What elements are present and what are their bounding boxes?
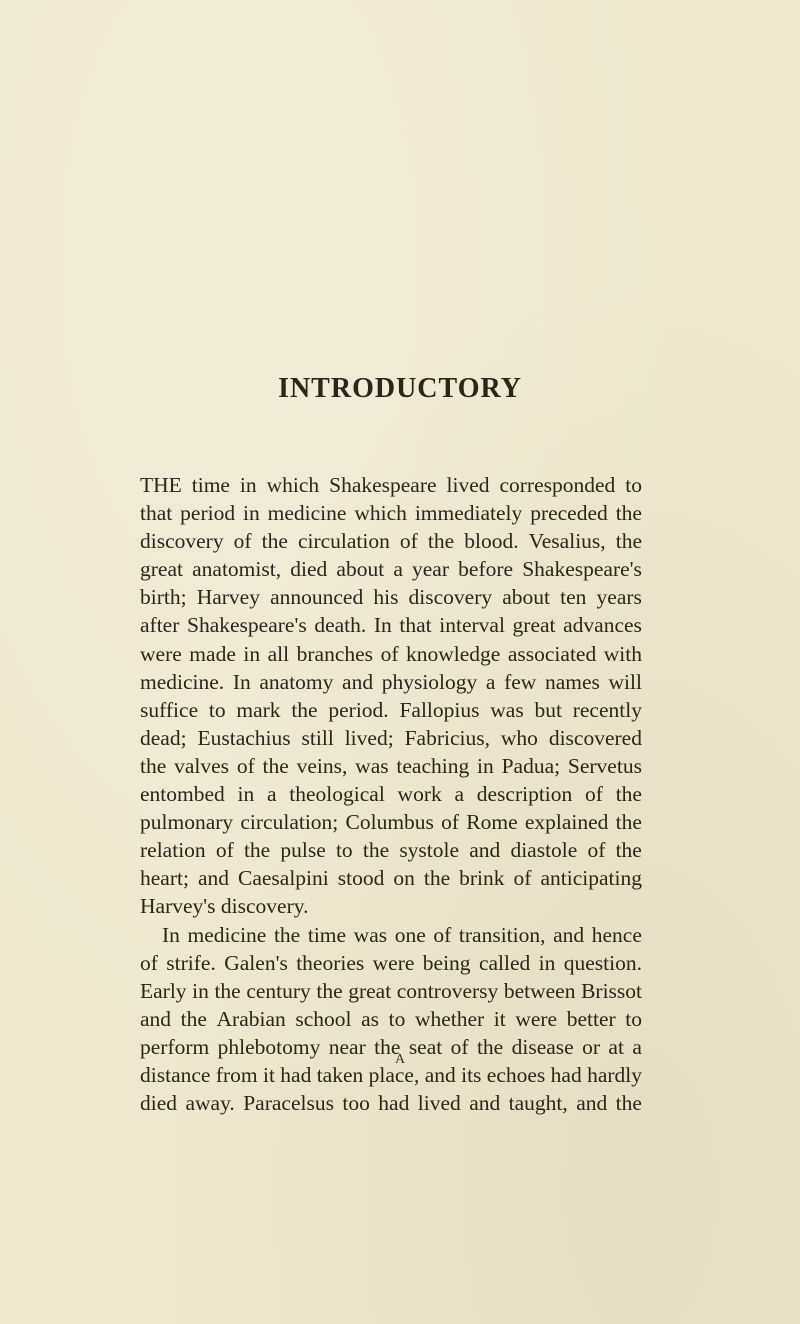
word: great xyxy=(512,613,556,638)
word: it xyxy=(493,1006,506,1031)
word: to xyxy=(388,1006,406,1031)
text-line xyxy=(140,949,642,977)
word: ten xyxy=(560,585,587,610)
word: died xyxy=(140,1091,178,1116)
word: had xyxy=(378,1091,410,1116)
word: taken xyxy=(316,1062,364,1087)
word: after xyxy=(140,613,180,638)
word: question. xyxy=(563,950,642,975)
word: the xyxy=(476,1034,504,1059)
word: Brissot xyxy=(581,978,642,1003)
word: Servetus xyxy=(567,753,642,778)
word: preceded xyxy=(530,501,608,526)
word: entombed xyxy=(140,782,225,807)
word: lived xyxy=(417,1091,461,1116)
word: and xyxy=(424,1062,456,1087)
text-line xyxy=(140,1005,642,1033)
word: pulse xyxy=(280,838,326,863)
word: pulmonary xyxy=(140,810,234,835)
word: medicine. xyxy=(140,669,225,694)
text-line xyxy=(140,1089,642,1117)
word: anatomist, xyxy=(192,557,282,582)
word: interval xyxy=(439,613,505,638)
word: and xyxy=(140,1006,172,1031)
word: to xyxy=(335,838,353,863)
word: veins, xyxy=(296,753,348,778)
text-line xyxy=(140,724,642,752)
word: disease xyxy=(511,1034,574,1059)
chapter-heading: INTRODUCTORY xyxy=(278,373,522,404)
word: valves xyxy=(174,753,230,778)
word: associated xyxy=(507,641,597,666)
word: In xyxy=(162,922,180,947)
word: names xyxy=(544,669,600,694)
word: dead; xyxy=(140,725,187,750)
word: but xyxy=(534,697,562,722)
word: few xyxy=(504,669,537,694)
word: to xyxy=(625,473,642,497)
word: time xyxy=(191,473,230,497)
word: in xyxy=(243,501,260,526)
word: of xyxy=(399,529,418,554)
word: birth; xyxy=(140,585,187,610)
body-text xyxy=(140,471,642,1117)
word: of xyxy=(450,1034,469,1059)
word: discovery xyxy=(140,529,224,554)
word: his xyxy=(373,585,399,610)
word: Paracelsus xyxy=(243,1091,334,1116)
word: in xyxy=(239,473,257,497)
word: announced xyxy=(270,585,364,610)
word: controversy xyxy=(396,978,499,1003)
word: were xyxy=(515,1006,558,1031)
word: called xyxy=(478,950,531,975)
word: and xyxy=(469,1091,501,1116)
word: of xyxy=(433,922,452,947)
word: one xyxy=(394,922,426,947)
word: before xyxy=(458,557,514,582)
word: between xyxy=(503,978,576,1003)
word: and xyxy=(576,1091,608,1116)
word: branches xyxy=(296,641,374,666)
word: medicine xyxy=(187,922,267,947)
word: died xyxy=(290,557,328,582)
word: place, xyxy=(368,1062,420,1087)
word: mark xyxy=(236,697,281,722)
word: in xyxy=(237,782,255,807)
word: century xyxy=(246,978,311,1003)
word: theological xyxy=(289,782,385,807)
word: corresponded xyxy=(499,473,616,497)
word: of xyxy=(380,641,399,666)
word: relation xyxy=(140,838,206,863)
word: strife. xyxy=(166,950,216,975)
word: and xyxy=(342,669,374,694)
word: anticipating xyxy=(540,866,642,891)
word: of xyxy=(236,753,255,778)
word: Harvey's discovery. xyxy=(140,894,309,919)
text-line xyxy=(140,527,642,555)
word: the xyxy=(273,922,301,947)
word: who xyxy=(500,725,538,750)
text-line xyxy=(140,780,642,808)
word: diastole xyxy=(510,838,578,863)
word: year xyxy=(412,557,450,582)
text-line xyxy=(140,921,642,949)
word: Columbus xyxy=(345,810,434,835)
word: being xyxy=(422,950,471,975)
word: blood. xyxy=(464,529,519,554)
text-line xyxy=(140,471,642,499)
word: better xyxy=(566,1006,616,1031)
word: Harvey xyxy=(196,585,260,610)
word: was xyxy=(353,922,388,947)
word: of xyxy=(587,838,606,863)
word: whether xyxy=(414,1006,485,1031)
word: the xyxy=(615,782,642,807)
word: made xyxy=(189,641,236,666)
word: was xyxy=(355,753,389,778)
word: of xyxy=(215,838,234,863)
word: brink xyxy=(459,866,505,891)
word: were xyxy=(140,641,182,666)
word: was xyxy=(490,697,524,722)
word: the xyxy=(615,501,642,526)
word: immediately xyxy=(414,501,523,526)
word: a xyxy=(632,1034,642,1059)
word: Fabricius, xyxy=(404,725,490,750)
text-line xyxy=(140,836,642,864)
word: of xyxy=(513,866,532,891)
word: In xyxy=(373,613,392,638)
word: a xyxy=(485,669,496,694)
word: and xyxy=(469,838,501,863)
word: the xyxy=(262,753,289,778)
text-line xyxy=(140,668,642,696)
word: the xyxy=(362,838,390,863)
word: lived; xyxy=(344,725,394,750)
word: of xyxy=(441,810,460,835)
word: about xyxy=(502,585,551,610)
text-line xyxy=(140,864,642,892)
word: hence xyxy=(591,922,642,947)
word: its xyxy=(461,1062,482,1087)
word: a xyxy=(393,557,403,582)
word: Shakespeare xyxy=(329,473,437,497)
word: that xyxy=(140,501,173,526)
word: teaching xyxy=(396,753,470,778)
word: physiology xyxy=(381,669,478,694)
text-line xyxy=(140,696,642,724)
word: had xyxy=(280,1062,312,1087)
word: the xyxy=(140,753,167,778)
word: with xyxy=(603,641,642,666)
word: the xyxy=(615,529,642,554)
word: distance xyxy=(140,1062,211,1087)
word: great xyxy=(140,557,183,582)
word: medicine xyxy=(267,501,347,526)
word: Galen's xyxy=(224,950,288,975)
word: period. xyxy=(328,697,389,722)
word: great xyxy=(348,978,392,1003)
word: still xyxy=(301,725,334,750)
word: perform xyxy=(140,1034,210,1059)
text-line xyxy=(140,892,642,920)
word: too xyxy=(342,1091,370,1116)
word: years xyxy=(596,585,642,610)
word: the xyxy=(427,529,455,554)
word: Vesalius, xyxy=(528,529,606,554)
word: period xyxy=(180,501,236,526)
word: description xyxy=(476,782,573,807)
word: Padua; xyxy=(501,753,561,778)
word: in xyxy=(192,978,209,1003)
word: Fallopius xyxy=(399,697,480,722)
word: discovered xyxy=(548,725,642,750)
word: the xyxy=(316,978,343,1003)
word: the xyxy=(615,838,642,863)
word: in xyxy=(243,641,261,666)
word: Arabian xyxy=(216,1006,286,1031)
word: had xyxy=(550,1062,582,1087)
word: or xyxy=(582,1034,601,1059)
word: theories xyxy=(296,950,365,975)
word: of xyxy=(233,529,252,554)
word: that xyxy=(399,613,432,638)
word: phlebotomy xyxy=(217,1034,321,1059)
word: of xyxy=(585,782,603,807)
word: heart; xyxy=(140,866,189,891)
word: the xyxy=(423,866,451,891)
word: THE xyxy=(140,473,182,497)
word: which xyxy=(354,501,407,526)
word: Early xyxy=(140,978,187,1003)
word: were xyxy=(372,950,415,975)
word: the xyxy=(214,978,241,1003)
word: In xyxy=(232,669,251,694)
word: on xyxy=(393,866,415,891)
word: the xyxy=(243,838,271,863)
word: echoes xyxy=(486,1062,546,1087)
word: away. xyxy=(185,1091,235,1116)
word: Shakespeare's xyxy=(187,613,307,638)
word: a xyxy=(267,782,277,807)
text-line xyxy=(140,977,642,1005)
word: and xyxy=(553,922,585,947)
word: death. xyxy=(314,613,367,638)
word: which xyxy=(266,473,320,497)
text-line xyxy=(140,499,642,527)
word: from xyxy=(215,1062,258,1087)
word: to xyxy=(208,697,226,722)
word: advances xyxy=(563,613,642,638)
word: school xyxy=(295,1006,352,1031)
word: of xyxy=(140,950,158,975)
word: explained xyxy=(524,810,609,835)
text-line xyxy=(140,640,642,668)
word: as xyxy=(361,1006,380,1031)
word: a xyxy=(454,782,465,807)
word: all xyxy=(267,641,290,666)
word: the xyxy=(291,697,318,722)
word: seat xyxy=(408,1034,443,1059)
word: Shakespeare's xyxy=(522,557,642,582)
text-line xyxy=(140,752,642,780)
word: circulation xyxy=(297,529,390,554)
word: the xyxy=(374,1034,401,1059)
word: the xyxy=(261,529,288,554)
word: near xyxy=(328,1034,366,1059)
word: taught, xyxy=(508,1091,568,1116)
word: time xyxy=(307,922,347,947)
word: knowledge xyxy=(406,641,501,666)
word: Rome xyxy=(466,810,518,835)
word: anatomy xyxy=(259,669,334,694)
word: Caesalpini xyxy=(238,866,329,891)
word: transition, xyxy=(458,922,546,947)
word: Eustachius xyxy=(197,725,291,750)
word: the xyxy=(615,810,642,835)
word: suffice xyxy=(140,697,199,722)
text-line xyxy=(140,583,642,611)
word: systole xyxy=(399,838,460,863)
word: hardly xyxy=(587,1062,642,1087)
word: discovery xyxy=(408,585,493,610)
text-line xyxy=(140,611,642,639)
signature-mark: A xyxy=(394,1052,406,1067)
word: stood xyxy=(337,866,385,891)
word: recently xyxy=(572,697,642,722)
word: the xyxy=(180,1006,207,1031)
word: circulation; xyxy=(240,810,339,835)
word: the xyxy=(615,1091,642,1116)
word: in xyxy=(477,753,494,778)
word: to xyxy=(625,1006,642,1031)
word: about xyxy=(336,557,385,582)
word: at xyxy=(608,1034,624,1059)
word: it xyxy=(262,1062,275,1087)
word: lived xyxy=(446,473,490,497)
text-line xyxy=(140,808,642,836)
word: in xyxy=(538,950,556,975)
word: and xyxy=(197,866,229,891)
word: work xyxy=(397,782,442,807)
text-line xyxy=(140,555,642,583)
word: will xyxy=(608,669,642,694)
